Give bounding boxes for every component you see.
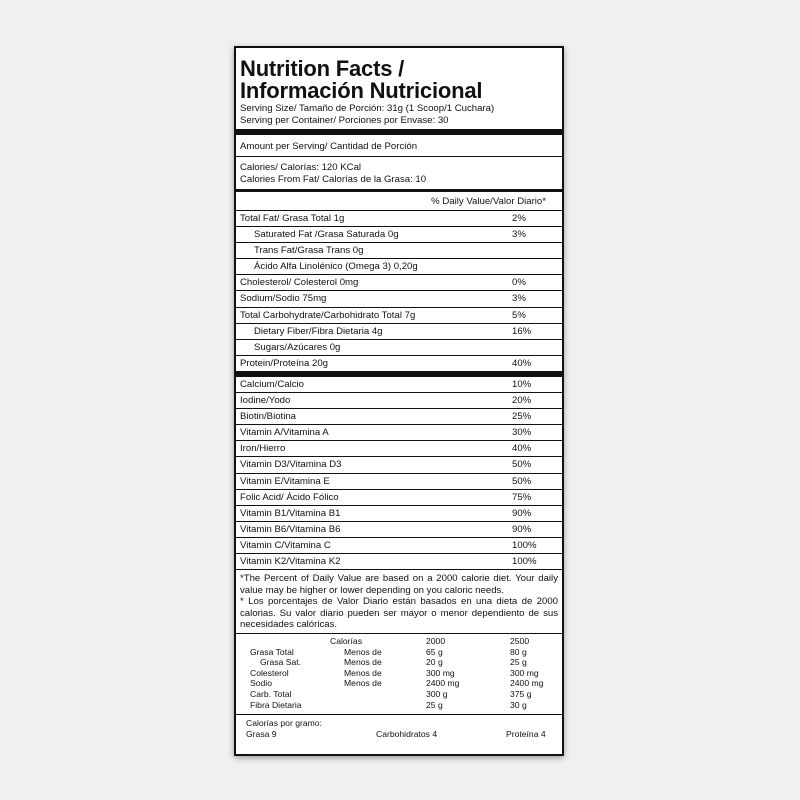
ref-row-name: Grasa Sat. <box>260 657 302 668</box>
footnote-spanish: * Los porcentajes de Valor Diario están basados en una dieta de 2000 calorias. Su valor diario pueden ser mayor o menor dependiento de sus necesidades calóricas. <box>240 596 558 631</box>
ref-row-qualifier: Menos de <box>344 678 382 689</box>
calories-per-gram-carbs: Carbohidratos 4 <box>376 729 438 740</box>
serving-info <box>240 103 558 127</box>
ref-row-2000: 20 g <box>426 657 443 668</box>
calorias-header: Calorías <box>330 636 362 647</box>
ref-row-2000: 300 mg <box>426 667 455 678</box>
vitamin-rows <box>240 377 558 570</box>
calories-from-fat: Calories From Fat/ Calorías de la Grasa: 10 <box>240 174 427 185</box>
vitamin-row-biotin: Biotin/Biotina 25% <box>236 409 562 425</box>
ref-row-name: Carb. Total <box>250 689 292 700</box>
vitamin-row-vitamin-k2: Vitamin K2/Vitamina K2 100% <box>236 554 562 570</box>
vitamin-row-vitamin-b6: Vitamin B6/Vitamina B6 90% <box>236 522 562 538</box>
nutrient-row-protein: Protein/Proteína 20g 40% <box>240 357 532 369</box>
servings-per-container: Serving per Container/ Porciones por Envase: 30 <box>240 115 449 126</box>
ref-row-2500: 30 g <box>510 699 527 710</box>
col-2000-header: 2000 <box>426 636 446 647</box>
title-line-1: Nutrition Facts / <box>240 56 405 81</box>
ref-row-qualifier: Menos de <box>344 667 382 678</box>
reference-daily-table <box>240 634 558 728</box>
ref-row-name: Grasa Total <box>250 646 294 657</box>
serving-size: Serving Size/ Tamaño de Porción: 31g (1 Scoop/1 Cuchara) <box>240 103 495 114</box>
ref-row-name: Colesterol <box>250 667 289 678</box>
nutrient-row-omega3: Ácido Alfa Linolénico (Omega 3) 0,20g <box>236 259 562 275</box>
calories-per-gram-fat: Grasa 9 <box>246 729 277 740</box>
daily-value-header: % Daily Value/Valor Diario* <box>431 196 546 207</box>
ref-row-2500: 300 mg <box>510 667 539 678</box>
ref-row-2000: 2400 mg <box>426 678 460 689</box>
ref-row-2000: 65 g <box>426 646 443 657</box>
footnote-english: *The Percent of Daily Value are based on a 2000 calorie diet. Your daily value may be higher or lower depending on you caloric needs. <box>240 573 558 596</box>
col-2500-header: 2500 <box>510 636 530 647</box>
ref-row-2500: 80 g <box>510 646 527 657</box>
title-line-2: Información Nutricional <box>240 78 483 103</box>
nutrient-rows <box>240 211 558 371</box>
nutrient-row-total-fat: Total Fat/ Grasa Total 1g 2% <box>236 211 562 227</box>
ref-row-name: Fibra Dietaria <box>250 699 302 710</box>
ref-row-2000: 25 g <box>426 699 443 710</box>
calories-per-gram-label: Calorías por gramo: <box>246 718 322 729</box>
calories-per-gram <box>240 715 558 745</box>
ref-row-2500: 25 g <box>510 657 527 668</box>
vitamin-row-vitamin-b1: Vitamin B1/Vitamina B1 90% <box>236 506 562 522</box>
nutrient-row-saturated-fat: Saturated Fat /Grasa Saturada 0g 3% <box>236 227 562 243</box>
ref-row-2000: 300 g <box>426 689 448 700</box>
nutrient-row-total-carbohydrate: Total Carbohydrate/Carbohidrato Total 7g 5% <box>236 308 562 324</box>
nutrient-row-sodium: Sodium/Sodio 75mg 3% <box>236 291 562 307</box>
calories-section <box>240 157 558 189</box>
ref-row-2500: 375 g <box>510 689 532 700</box>
vitamin-row-vitamin-a: Vitamin A/Vitamina A 30% <box>236 425 562 441</box>
calories-per-gram-protein: Proteína 4 <box>506 729 546 740</box>
nutrition-label <box>234 46 564 756</box>
nutrient-row-cholesterol: Cholesterol/ Colesterol 0mg 0% <box>236 275 562 291</box>
ref-row-qualifier: Menos de <box>344 646 382 657</box>
amount-per-serving: Amount per Serving/ Cantidad de Porción <box>240 141 418 152</box>
ref-row-2500: 2400 mg <box>510 678 544 689</box>
calories: Calories/ Calorías: 120 KCal <box>240 162 362 173</box>
vitamin-row-iron: Iron/Hierro 40% <box>236 441 562 457</box>
nutrient-row-sugars: Sugars/Azúcares 0g <box>236 340 562 356</box>
vitamin-row-iodine: Iodine/Yodo 20% <box>236 393 562 409</box>
vitamin-row-vitamin-c: Vitamin C/Vitamina C 100% <box>236 538 562 554</box>
vitamin-row-vitamin-e: Vitamin E/Vitamina E 50% <box>236 474 562 490</box>
nutrient-row-trans-fat: Trans Fat/Grasa Trans 0g <box>236 243 562 259</box>
vitamin-row-vitamin-d3: Vitamin D3/Vitamina D3 50% <box>236 457 562 473</box>
nutrient-row-dietary-fiber: Dietary Fiber/Fibra Dietaria 4g 16% <box>236 324 562 340</box>
ref-row-qualifier: Menos de <box>344 657 382 668</box>
label-title <box>240 58 558 102</box>
vitamin-row-folic-acid: Folic Acid/ Ácido Fólico 75% <box>236 490 562 506</box>
vitamin-row-calcium: Calcium/Calcio 10% <box>236 377 562 393</box>
footnotes <box>240 570 558 633</box>
ref-row-name: Sodio <box>250 678 272 689</box>
